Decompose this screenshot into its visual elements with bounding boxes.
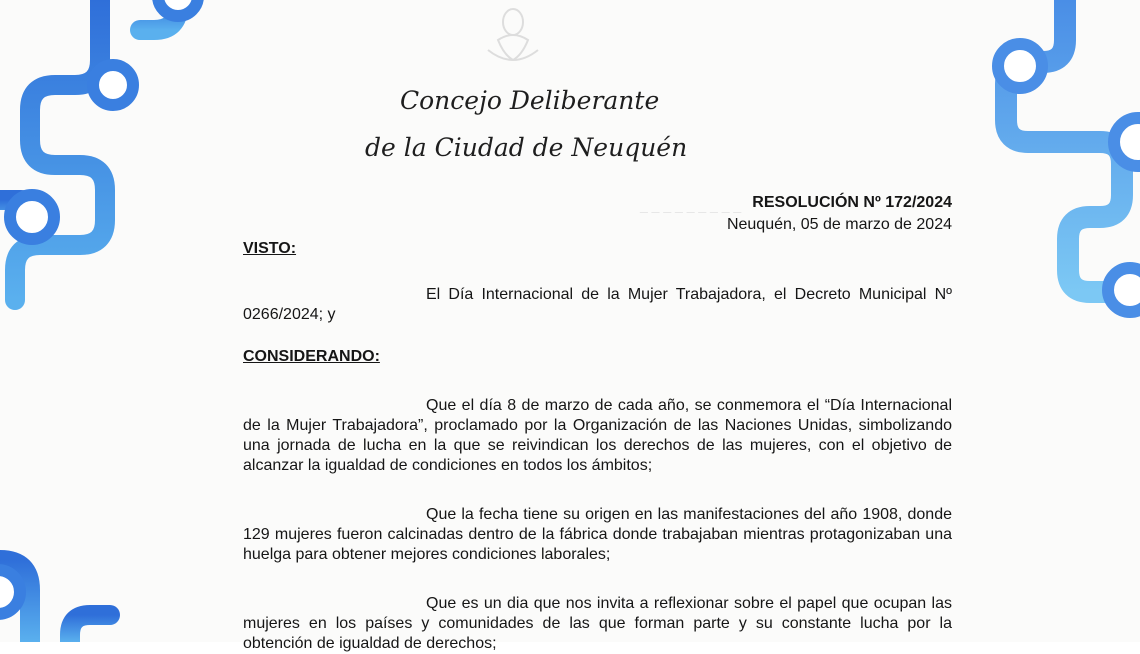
municipal-crest-icon [478, 0, 548, 70]
considerando-heading: CONSIDERANDO: [243, 348, 380, 365]
left-circuit-shape [0, 0, 178, 300]
organization-name-line1: Concejo Deliberante [400, 86, 660, 115]
visto-heading: VISTO: [243, 240, 297, 257]
organization-name-line2: de la Ciudad de Neuquén [365, 133, 688, 162]
considerando-paragraph: Que el día 8 de marzo de cada año, se conmemora el “Día Internacional de la Mujer Trabajadora”, proclamado por la Organización de las Naciones Unidas, simbolizando una jornada de lucha en la que se reivindican los derechos de las mujeres, con el objetivo de alcanzar la igualdad de condiciones en todos los ámbitos; [243, 397, 952, 474]
considerando-paragraph: Que la fecha tiene su origen en las manifestaciones del año 1908, donde 129 mujeres fueron calcinadas dentro de la fábrica donde trabajaban mientras protagonizaban una huelga para obtener mejores condiciones laborales; [243, 506, 952, 563]
bleedthrough-text: _ _ _ _ _ _ _ _ _ [640, 197, 742, 213]
visto-paragraph: El Día Internacional de la Mujer Trabajadora, el Decreto Municipal Nº 0266/2024; y [243, 286, 952, 323]
resolution-date: Neuquén, 05 de marzo de 2024 [726, 216, 952, 233]
resolution-number: RESOLUCIÓN Nº 172/2024 [752, 194, 952, 211]
considerando-paragraph: Que es un dia que nos invita a reflexionar sobre el papel que ocupan las mujeres en los países y comunidades de las que forman parte y su constante lucha por la obtención de igualdad de derechos; [243, 595, 952, 652]
